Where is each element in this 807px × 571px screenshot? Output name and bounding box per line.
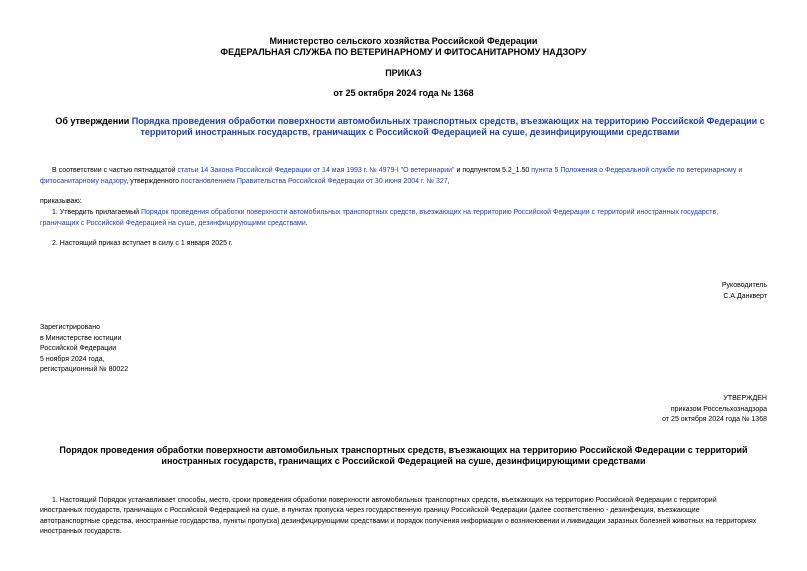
item-1-line-2: граничащих с Российской Федерацией на суше, дезинфицирующими средствами. (40, 220, 308, 227)
order-date-number: от 25 октября 2024 года № 1368 (333, 88, 474, 98)
procedure-title-line-2: иностранных государств, граничащих с Российской Федерацией на суше, дезинфицирующими средствами (161, 456, 646, 466)
item-2: 2. Настоящий приказ вступает в силу с 1 января 2025 г. (52, 240, 233, 247)
service-heading: ФЕДЕРАЛЬНАЯ СЛУЖБА ПО ВЕТЕРИНАРНОМУ И ФИТОСАНИТАРНОМУ НАДЗОРУ (220, 47, 587, 57)
government-decree-link[interactable]: постановлением Правительства Российской Федерации от 30 июня 2004 г. № 327 (180, 178, 448, 185)
ministry-heading: Министерство сельского хозяйства Российской Федерации (269, 36, 538, 46)
order-title-link-2[interactable]: территорий иностранных государств, граничащих с Российской Федерацией на суше, дезинфицирующими средствами (140, 127, 680, 137)
item-1-line-1: 1. Утвердить прилагаемый Порядок проведения обработки поверхности автомобильных транспортных средств, въезжающих на территорию Российской Федерации с территорий иностранных государств, (52, 209, 719, 216)
doc-type: ПРИКАЗ (385, 68, 422, 78)
order-title-prefix: Об утверждении (55, 116, 132, 126)
registration-line-1: Зарегистрировано (40, 324, 100, 331)
preamble-line-2: фитосанитарному надзору, утвержденного постановлением Правительства Российской Федерации от 30 июня 2004 г. № 327, (40, 178, 450, 185)
registration-line-5: регистрационный № 80022 (40, 366, 129, 373)
procedure-p1-line-1: 1. Настоящий Порядок устанавливает способы, место, сроки проведения обработки поверхности автомобильных транспортных средств, въезжающих на территорию Российской Федерации с территорий (52, 497, 717, 504)
regulation-link-2[interactable]: фитосанитарному надзору (40, 178, 127, 185)
regulation-link[interactable]: пункта 5 Положения о Федеральной службе по ветеринарному и (531, 167, 743, 174)
registration-line-2: в Министерстве юстиции (40, 335, 122, 342)
law-link[interactable]: статьи 14 Закона Российской Федерации от 14 мая 1993 г. № 4979-I "О ветеринарии" (177, 167, 455, 174)
procedure-p1-line-4: иностранных государств. (40, 528, 122, 535)
procedure-title-line-1: Порядок проведения обработки поверхности автомобильных транспортных средств, въезжающих на территорию Российской Федерации с территорий (59, 445, 748, 455)
signature-name: С.А.Данкверт (723, 293, 767, 300)
preamble-line-1: В соответствии с частью пятнадцатой статьи 14 Закона Российской Федерации от 14 мая 1993 г. № 4979-I "О ветеринарии" и подпунктом 5.2_1.50 пункта 5 Положения о Федеральной службе по ветеринарному и (52, 167, 743, 174)
procedure-link-2[interactable]: граничащих с Российской Федерацией на суше, дезинфицирующими средствами (40, 220, 306, 227)
prikazyvayu: приказываю: (40, 198, 82, 205)
procedure-p1-line-3: автотранспортные средства, иностранные государства, пункты пропуска) дезинфицирующими средствами и порядок получения информации о возникновении и ликвидации заразных болезней животных на территориях (40, 518, 757, 525)
registration-line-3: Российской Федерации (40, 345, 117, 352)
registration-line-4: 5 ноября 2024 года, (40, 356, 105, 363)
approval-line-3: от 25 октября 2024 года № 1368 (662, 416, 767, 423)
order-title-link[interactable]: Порядка проведения обработки поверхности автомобильных транспортных средств, въезжающих на территорию Российской Федерации с (131, 116, 765, 126)
approval-line-2: приказом Россельхознадзора (670, 406, 767, 413)
procedure-link[interactable]: Порядок проведения обработки поверхности автомобильных транспортных средств, въезжающих на территорию Российской Федерации с территорий иностранных государств, (140, 209, 719, 216)
procedure-p1-line-2: иностранных государств, граничащих с Российской Федерацией на суше, в пунктах пропуска через государственную границу Российской Федерации (далее соответственно - дезинфекция, въезжающие (40, 507, 700, 514)
approval-line-1: УТВЕРЖДЕН (723, 395, 767, 402)
order-title (30, 116, 790, 138)
signature-position: Руководитель (721, 282, 767, 289)
